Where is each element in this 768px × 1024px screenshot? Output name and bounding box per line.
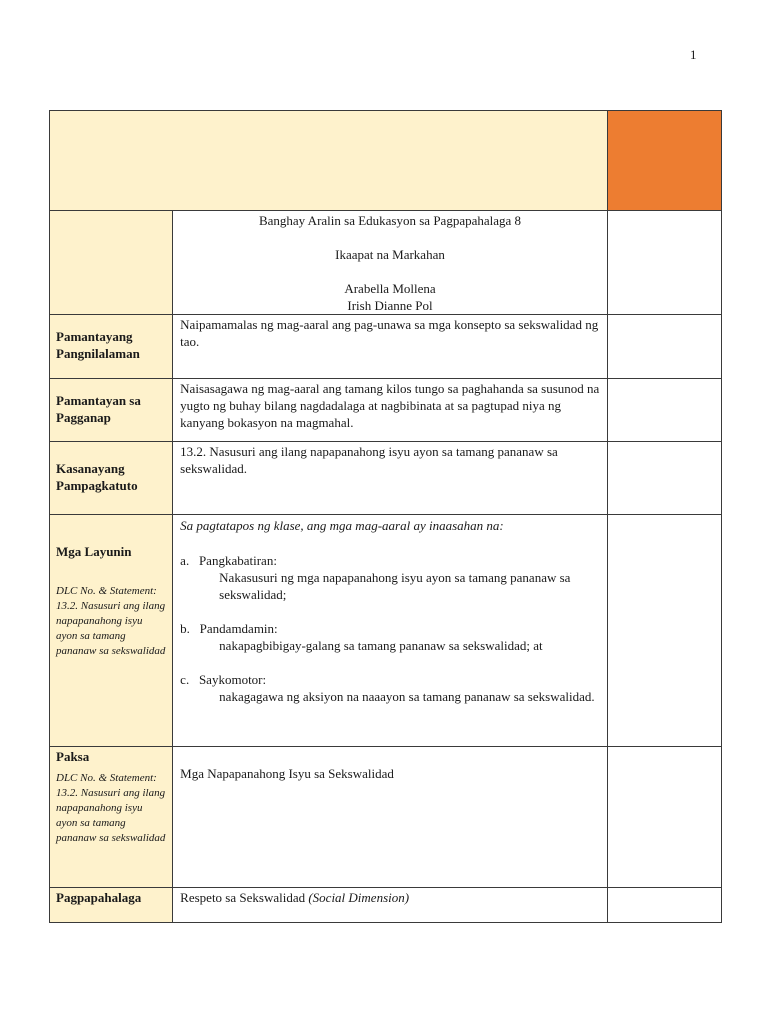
title-row-label-cell (50, 211, 173, 315)
objective-item (173, 552, 607, 569)
objective-letter: c. (180, 672, 190, 687)
row-label: Paksa (56, 749, 90, 764)
author-name: Arabella Mollena (344, 281, 436, 296)
side-cell (607, 442, 721, 515)
objectives-intro: Sa pagtatapos ng klase, ang mga mag-aaral ay inaasahan na: (180, 518, 504, 533)
objective-text: nakapagbibigay-galang sa tamang pananaw sa sekswalidad; at (219, 638, 543, 653)
plan-title: Banghay Aralin sa Edukasyon sa Pagpapahalaga 8 (258, 213, 522, 228)
title-row (50, 211, 722, 315)
objective-title: Saykomotor: (198, 672, 267, 687)
objectives-content (173, 515, 608, 747)
dlc-label: DLC No. & Statement: (56, 585, 157, 597)
row-label: Pamantayang Pangnilalaman (56, 329, 140, 361)
topic-row (50, 747, 722, 888)
side-cell (607, 888, 721, 923)
values-text (173, 888, 607, 907)
dlc-label: DLC No. & Statement: (56, 772, 157, 784)
page-number: 1 (690, 47, 697, 62)
content-standard-row (50, 315, 722, 379)
quarter-label: Ikaapat na Markahan (335, 247, 445, 262)
title-block (173, 211, 608, 315)
performance-standard-label-cell (50, 379, 173, 442)
row-label: Kasanayang Pampagkatuto (56, 461, 138, 493)
side-cell (607, 379, 721, 442)
side-cell (607, 315, 721, 379)
values-label-cell (50, 888, 173, 923)
values-row (50, 888, 722, 923)
side-cell (607, 515, 721, 747)
author-name: Irish Dianne Pol (347, 298, 433, 313)
header-band (50, 111, 608, 211)
content-standard-text: Naipamamalas ng mag-aaral ang pag-unawa sa mga konsepto sa sekswalidad ng tao. (180, 317, 599, 349)
objectives-row (50, 515, 722, 747)
orange-accent-block (607, 111, 721, 211)
row-label: Pagpapahalaga (56, 890, 142, 905)
row-label: Mga Layunin (56, 544, 132, 559)
objective-text: nakagagawa ng aksiyon na naaayon sa tamang pananaw sa sekswalidad. (219, 689, 595, 704)
objective-letter: b. (180, 621, 190, 636)
objective-item (173, 620, 607, 637)
objective-text: Nakasusuri ng mga napapanahong isyu ayon sa tamang pananaw sa sekswalidad; (219, 570, 571, 602)
performance-standard-row (50, 379, 722, 442)
topic-label-cell (50, 747, 173, 888)
side-cell (607, 211, 721, 315)
values-main: Respeto sa Sekswalidad (180, 890, 306, 905)
values-dimension: (Social Dimension) (308, 890, 410, 905)
topic-text: Mga Napapanahong Isyu sa Sekswalidad (180, 766, 394, 781)
objective-item (173, 671, 607, 688)
objective-title: Pandamdamin: (199, 621, 278, 636)
competency-label-cell (50, 442, 173, 515)
lesson-plan-table (49, 110, 722, 923)
dlc-statement: 13.2. Nasusuri ang ilang napapanahong isyu ayon sa tamang pananaw sa sekswalidad (56, 787, 166, 844)
performance-standard-text: Naisasagawa ng mag-aaral ang tamang kilos tungo sa paghahanda sa susunod na yugto ng buhay bilang nagdadalaga at nagbibinata at sa pagtupad niya ng kanyang bokasyon na magmahal. (180, 381, 600, 430)
dlc-statement: 13.2. Nasusuri ang ilang napapanahong isyu ayon sa tamang pananaw sa sekswalidad (56, 600, 166, 657)
side-cell (607, 747, 721, 888)
content-standard-label-cell (50, 315, 173, 379)
objective-title: Pangkabatiran: (198, 553, 277, 568)
objective-letter: a. (180, 553, 190, 568)
header-band-row (50, 111, 722, 211)
row-label: Pamantayan sa Pagganap (56, 393, 141, 425)
competency-text: 13.2. Nasusuri ang ilang napapanahong isyu ayon sa tamang pananaw sa sekswalidad. (180, 444, 558, 476)
objectives-label-cell (50, 515, 173, 747)
competency-row (50, 442, 722, 515)
